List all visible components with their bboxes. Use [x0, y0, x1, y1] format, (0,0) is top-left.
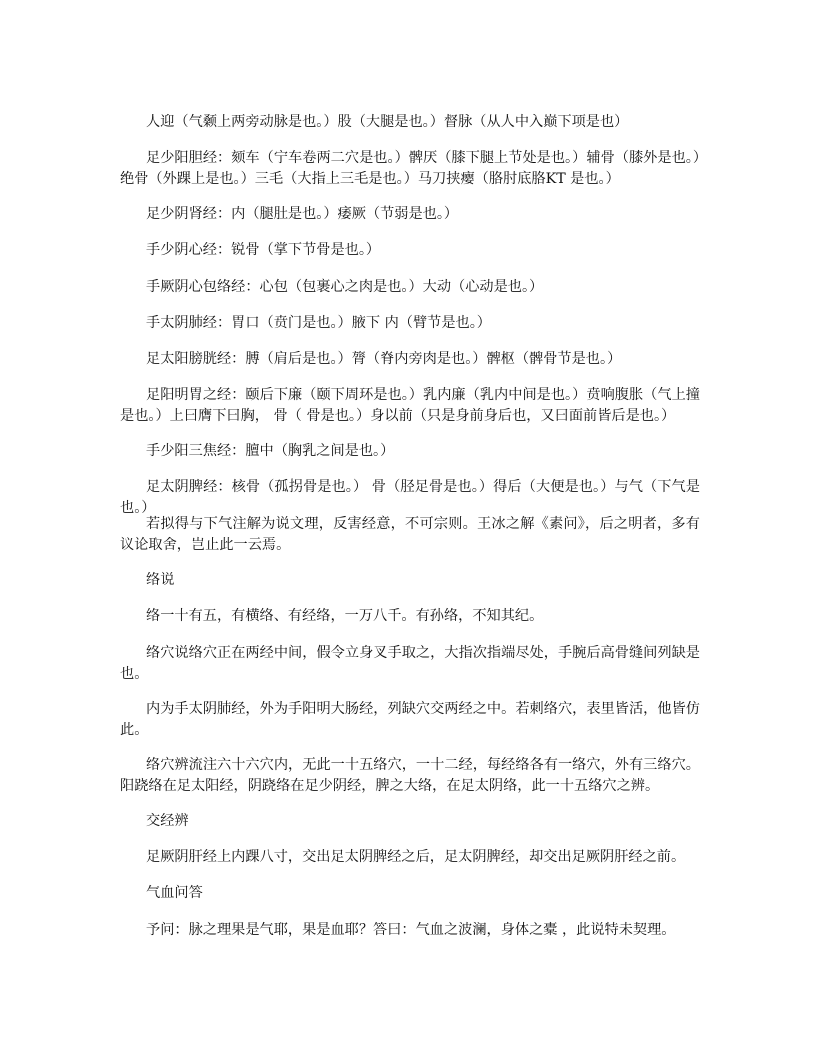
section-heading-jiaojing: 交经辨: [146, 813, 189, 829]
paragraph-spleen-meridian: 足太阴脾经：核骨（孤拐骨是也。） 骨（胫足骨是也。）得后（大便是也。）与气（下气是也。）: [120, 479, 700, 516]
paragraph-lung-meridian: 手太阴肺经：胃口（贲门是也。）腋下 内（臂节是也。）: [146, 315, 491, 331]
paragraph-luo-point: 络穴说络穴正在两经中间，假令立身叉手取之，大指次指端尽处，手腕后高骨缝间列缺是也。: [120, 645, 700, 682]
paragraph-liver-spleen: 足厥阴肝经上内踝八寸，交出足太阴脾经之后，足太阴脾经，却交出足厥阴肝经之前。: [146, 849, 686, 865]
paragraph-bladder-meridian: 足太阳膀胱经：膊（肩后是也。）膂（脊内旁肉是也。）髀枢（髀骨节是也。）: [146, 351, 622, 367]
paragraph-qixue-question: 予问：脉之理果是气耶，果是血耶？答曰：气血之波澜，身体之橐 ，此说特未契理。: [146, 922, 676, 938]
paragraph-luo-count: 络一十有五，有横络、有经络，一万八千。有孙络，不知其纪。: [146, 608, 544, 624]
section-heading-luo: 络说: [146, 572, 175, 588]
section-heading-qixue: 气血问答: [146, 885, 203, 901]
paragraph-kidney-meridian: 足少阴肾经：内（腿肚是也。）痿厥（节弱是也。）: [146, 206, 459, 222]
paragraph-commentary: 若拟得与下气注解为说文理，反害经意，不可宗则。王冰之解《素问》，后之明者，多有议论取舍，岂止此一云焉。: [120, 516, 700, 553]
paragraph-luo-distinction: 络穴辨流注六十六穴内，无此一十五络穴，一十二经，每经络各有一络穴，外有三络穴。阳跷络在足太阳经，阴跷络在足少阴经，脾之大络，在足太阴络，此一十五络穴之辨。: [120, 757, 700, 794]
paragraph-stomach-meridian: 足阳明胃之经：颐后下廉（颐下周环是也。）乳内廉（乳内中间是也。）贲响腹胀（气上撞是也。）上曰膺下曰胸， 骨（ 骨是也。）身以前（只是身前身后也，又曰面前皆后是也。）: [120, 387, 700, 424]
paragraph-renying: 人迎（气颡上两旁动脉是也。）股（大腿是也。）督脉（从人中入巅下项是也）: [146, 114, 629, 130]
paragraph-sanjiao-meridian: 手少阳三焦经：膻中（胸乳之间是也。）: [146, 443, 395, 459]
paragraph-heart-meridian: 手少阴心经：锐骨（掌下节骨是也。）: [146, 242, 381, 258]
paragraph-inner-outer: 内为手太阴肺经，外为手阳明大肠经，列缺穴交两经之中。若刺络穴，表里皆活，他皆仿此。: [120, 701, 700, 738]
paragraph-pericardium-meridian: 手厥阴心包络经：心包（包裹心之肉是也。）大动（心动是也。）: [146, 279, 544, 295]
paragraph-gallbladder-meridian: 足少阳胆经：颏车（宁车卷两二穴是也。）髀厌（膝下腿上节处是也。）辅骨（膝外是也。）绝骨（外踝上是也。）三毛（大指上三毛是也。）马刀挟瘿（胳肘底胳KT 是也。）: [120, 150, 700, 187]
